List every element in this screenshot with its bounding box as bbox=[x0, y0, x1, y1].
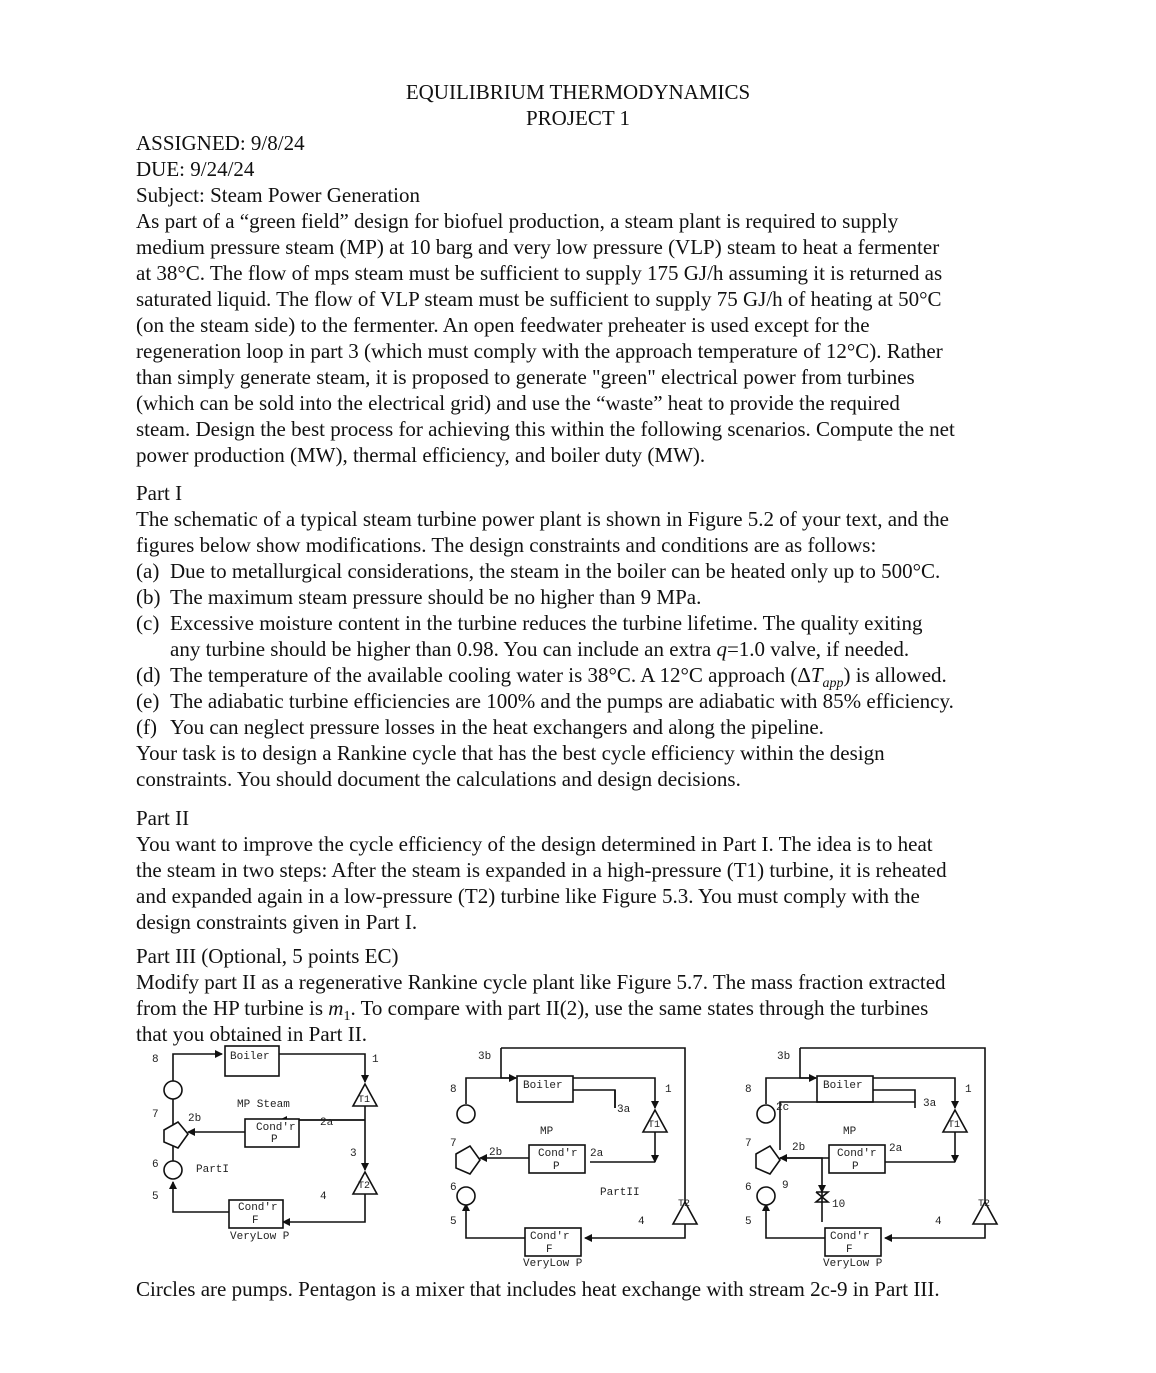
constraint-item: (c) Excessive moisture content in the turbine reduces the turbine lifetime. The quality exiting bbox=[136, 611, 923, 635]
svg-text:P: P bbox=[271, 1134, 278, 1146]
svg-text:1: 1 bbox=[965, 1084, 972, 1096]
svg-text:P: P bbox=[553, 1161, 560, 1173]
intro-line: saturated liquid. The flow of VLP steam must be sufficient to supply 75 GJ/h of heating at 50°C bbox=[136, 287, 942, 311]
svg-text:T2: T2 bbox=[358, 1181, 371, 1192]
part3-line: from the HP turbine is $m_1$. To compare with part II(2), use the same states through the turbines bbox=[136, 996, 929, 1025]
svg-text:8: 8 bbox=[745, 1084, 752, 1096]
svg-text:7: 7 bbox=[450, 1138, 457, 1150]
svg-text:PartII: PartII bbox=[600, 1187, 640, 1199]
svg-text:5: 5 bbox=[450, 1216, 457, 1228]
part3-line: Modify part II as a regenerative Rankine cycle plant like Figure 5.7. The mass fraction extracted bbox=[136, 970, 946, 994]
svg-text:Cond'r: Cond'r bbox=[837, 1148, 877, 1160]
part2-line: the steam in two steps: After the steam is expanded in a high-pressure (T1) turbine, it is reheated bbox=[136, 858, 947, 882]
svg-text:VeryLow P: VeryLow P bbox=[823, 1258, 883, 1270]
pump-8 bbox=[457, 1105, 475, 1123]
svg-text:T1: T1 bbox=[948, 1120, 961, 1131]
svg-text:3b: 3b bbox=[478, 1051, 492, 1063]
constraint-item: (a) Due to metallurgical considerations, the steam in the boiler can be heated only up to 500°C. bbox=[136, 559, 941, 583]
figure-caption: Circles are pumps. Pentagon is a mixer that includes heat exchange with stream 2c-9 in Part III. bbox=[136, 1277, 940, 1301]
svg-text:F: F bbox=[546, 1244, 553, 1256]
intro-line: (which can be sold into the electrical grid) and use the “waste” heat to provide the required bbox=[136, 391, 900, 415]
svg-text:MP Steam: MP Steam bbox=[237, 1099, 290, 1111]
svg-text:Cond'r: Cond'r bbox=[238, 1202, 278, 1214]
intro-line: medium pressure steam (MP) at 10 barg and very low pressure (VLP) steam to heat a fermenter bbox=[136, 235, 940, 259]
due-date: DUE: 9/24/24 bbox=[136, 157, 255, 181]
pump-6 bbox=[164, 1161, 182, 1179]
svg-text:2a: 2a bbox=[889, 1143, 903, 1155]
mixer-pentagon bbox=[756, 1146, 780, 1174]
mixer-pentagon bbox=[164, 1122, 188, 1148]
constraint-item-continued: any turbine should be higher than 0.98. You can include an extra q=1.0 valve, if needed. bbox=[170, 637, 910, 661]
svg-text:Cond'r: Cond'r bbox=[530, 1231, 570, 1243]
part1-section bbox=[136, 480, 1036, 792]
svg-text:3: 3 bbox=[350, 1148, 357, 1160]
svg-text:T2: T2 bbox=[978, 1199, 991, 1210]
svg-text:F: F bbox=[846, 1244, 853, 1256]
svg-text:Cond'r: Cond'r bbox=[538, 1148, 578, 1160]
intro-line: As part of a “green field” design for biofuel production, a steam plant is required to supply bbox=[136, 209, 899, 233]
pump-8 bbox=[757, 1105, 775, 1123]
svg-text:T2: T2 bbox=[678, 1199, 691, 1210]
intro-line: power production (MW), thermal efficiency, and boiler duty (MW). bbox=[136, 443, 706, 467]
svg-text:2a: 2a bbox=[590, 1148, 604, 1160]
svg-text:MP: MP bbox=[843, 1126, 857, 1138]
assigned-date: ASSIGNED: 9/8/24 bbox=[136, 131, 305, 155]
svg-text:Boiler: Boiler bbox=[823, 1080, 863, 1092]
svg-text:2b: 2b bbox=[792, 1142, 806, 1154]
part3-heading: Part III (Optional, 5 points EC) bbox=[136, 944, 399, 968]
svg-text:7: 7 bbox=[745, 1138, 752, 1150]
constraint-item: (b) The maximum steam pressure should be no higher than 9 MPa. bbox=[136, 585, 702, 609]
subject-line: Subject: Steam Power Generation bbox=[136, 183, 421, 207]
mixer-pentagon bbox=[456, 1146, 480, 1174]
svg-text:1: 1 bbox=[665, 1084, 672, 1096]
pump-6 bbox=[757, 1187, 775, 1205]
doc-title: EQUILIBRIUM THERMODYNAMICS bbox=[405, 80, 751, 104]
process-diagrams bbox=[140, 1042, 1020, 1272]
pump-8 bbox=[164, 1081, 182, 1099]
svg-text:Boiler: Boiler bbox=[523, 1080, 563, 1092]
svg-text:6: 6 bbox=[745, 1182, 752, 1194]
svg-text:P: P bbox=[852, 1161, 859, 1173]
part3-section bbox=[136, 943, 1036, 1047]
pump-6 bbox=[457, 1187, 475, 1205]
svg-text:6: 6 bbox=[450, 1182, 457, 1194]
part1-heading: Part I bbox=[136, 481, 183, 505]
part2-section bbox=[136, 805, 1036, 935]
intro-line: regeneration loop in part 3 (which must comply with the approach temperature of 12°C). Rather bbox=[136, 339, 943, 363]
intro-section bbox=[136, 130, 1036, 468]
svg-text:PartI: PartI bbox=[196, 1164, 230, 1176]
part1-closing: constraints. You should document the calculations and design decisions. bbox=[136, 767, 741, 791]
part2-line: and expanded again in a low-pressure (T2) turbine like Figure 5.3. You must comply with the bbox=[136, 884, 920, 908]
part2-line: design constraints given in Part I. bbox=[136, 910, 418, 934]
intro-line: (on the steam side) to the fermenter. An open feedwater preheater is used except for the bbox=[136, 313, 870, 337]
intro-line: at 38°C. The flow of mps steam must be sufficient to supply 175 GJ/h assuming it is returned as bbox=[136, 261, 943, 285]
part2-heading: Part II bbox=[136, 806, 190, 830]
part1-line: figures below show modifications. The design constraints and conditions are as follows: bbox=[136, 533, 877, 557]
part1-closing: Your task is to design a Rankine cycle that has the best cycle efficiency within the design bbox=[136, 741, 885, 765]
svg-text:9: 9 bbox=[782, 1180, 789, 1192]
part2-line: You want to improve the cycle efficiency of the design determined in Part I. The idea is to heat bbox=[136, 832, 933, 856]
part3-line: that you obtained in Part II. bbox=[136, 1022, 367, 1046]
intro-line: than simply generate steam, it is proposed to generate "green" electrical power from turbines bbox=[136, 365, 915, 389]
svg-text:7: 7 bbox=[152, 1109, 159, 1121]
svg-text:2b: 2b bbox=[489, 1147, 503, 1159]
svg-text:T1: T1 bbox=[648, 1120, 661, 1131]
svg-text:6: 6 bbox=[152, 1159, 159, 1171]
svg-text:4: 4 bbox=[320, 1191, 327, 1203]
intro-line: steam. Design the best process for achieving this within the following scenarios. Compute the net bbox=[136, 417, 955, 441]
svg-text:2c: 2c bbox=[776, 1102, 790, 1114]
svg-text:3a: 3a bbox=[923, 1098, 937, 1110]
part1-line: The schematic of a typical steam turbine power plant is shown in Figure 5.2 of your text, and the bbox=[136, 507, 949, 531]
svg-text:F: F bbox=[252, 1215, 259, 1227]
svg-text:3a: 3a bbox=[617, 1104, 631, 1116]
doc-subtitle: PROJECT 1 bbox=[525, 106, 631, 130]
constraint-item: (e) The adiabatic turbine efficiencies are 100% and the pumps are adiabatic with 85% efficiency. bbox=[136, 689, 954, 713]
svg-text:MP: MP bbox=[540, 1126, 554, 1138]
svg-text:Boiler: Boiler bbox=[230, 1051, 270, 1063]
svg-text:5: 5 bbox=[152, 1191, 159, 1203]
svg-text:T1: T1 bbox=[358, 1095, 371, 1106]
svg-text:2b: 2b bbox=[188, 1113, 202, 1125]
constraint-item: (d) The temperature of the available cooling water is 38°C. A 12°C approach $(\Delta T_{app})$ is allowed. bbox=[136, 663, 947, 692]
svg-text:1: 1 bbox=[372, 1054, 379, 1066]
svg-text:VeryLow P: VeryLow P bbox=[523, 1258, 583, 1270]
svg-text:3b: 3b bbox=[777, 1051, 791, 1063]
svg-text:5: 5 bbox=[745, 1216, 752, 1228]
svg-text:10: 10 bbox=[832, 1199, 846, 1211]
constraint-item: (f) You can neglect pressure losses in the heat exchangers and along the pipeline. bbox=[136, 715, 824, 739]
svg-text:4: 4 bbox=[935, 1216, 942, 1228]
svg-text:VeryLow P: VeryLow P bbox=[230, 1231, 290, 1243]
svg-text:Cond'r: Cond'r bbox=[830, 1231, 870, 1243]
svg-text:8: 8 bbox=[450, 1084, 457, 1096]
svg-text:8: 8 bbox=[152, 1054, 159, 1066]
svg-text:2a: 2a bbox=[320, 1117, 334, 1129]
svg-text:4: 4 bbox=[638, 1216, 645, 1228]
svg-text:Cond'r: Cond'r bbox=[256, 1122, 296, 1134]
